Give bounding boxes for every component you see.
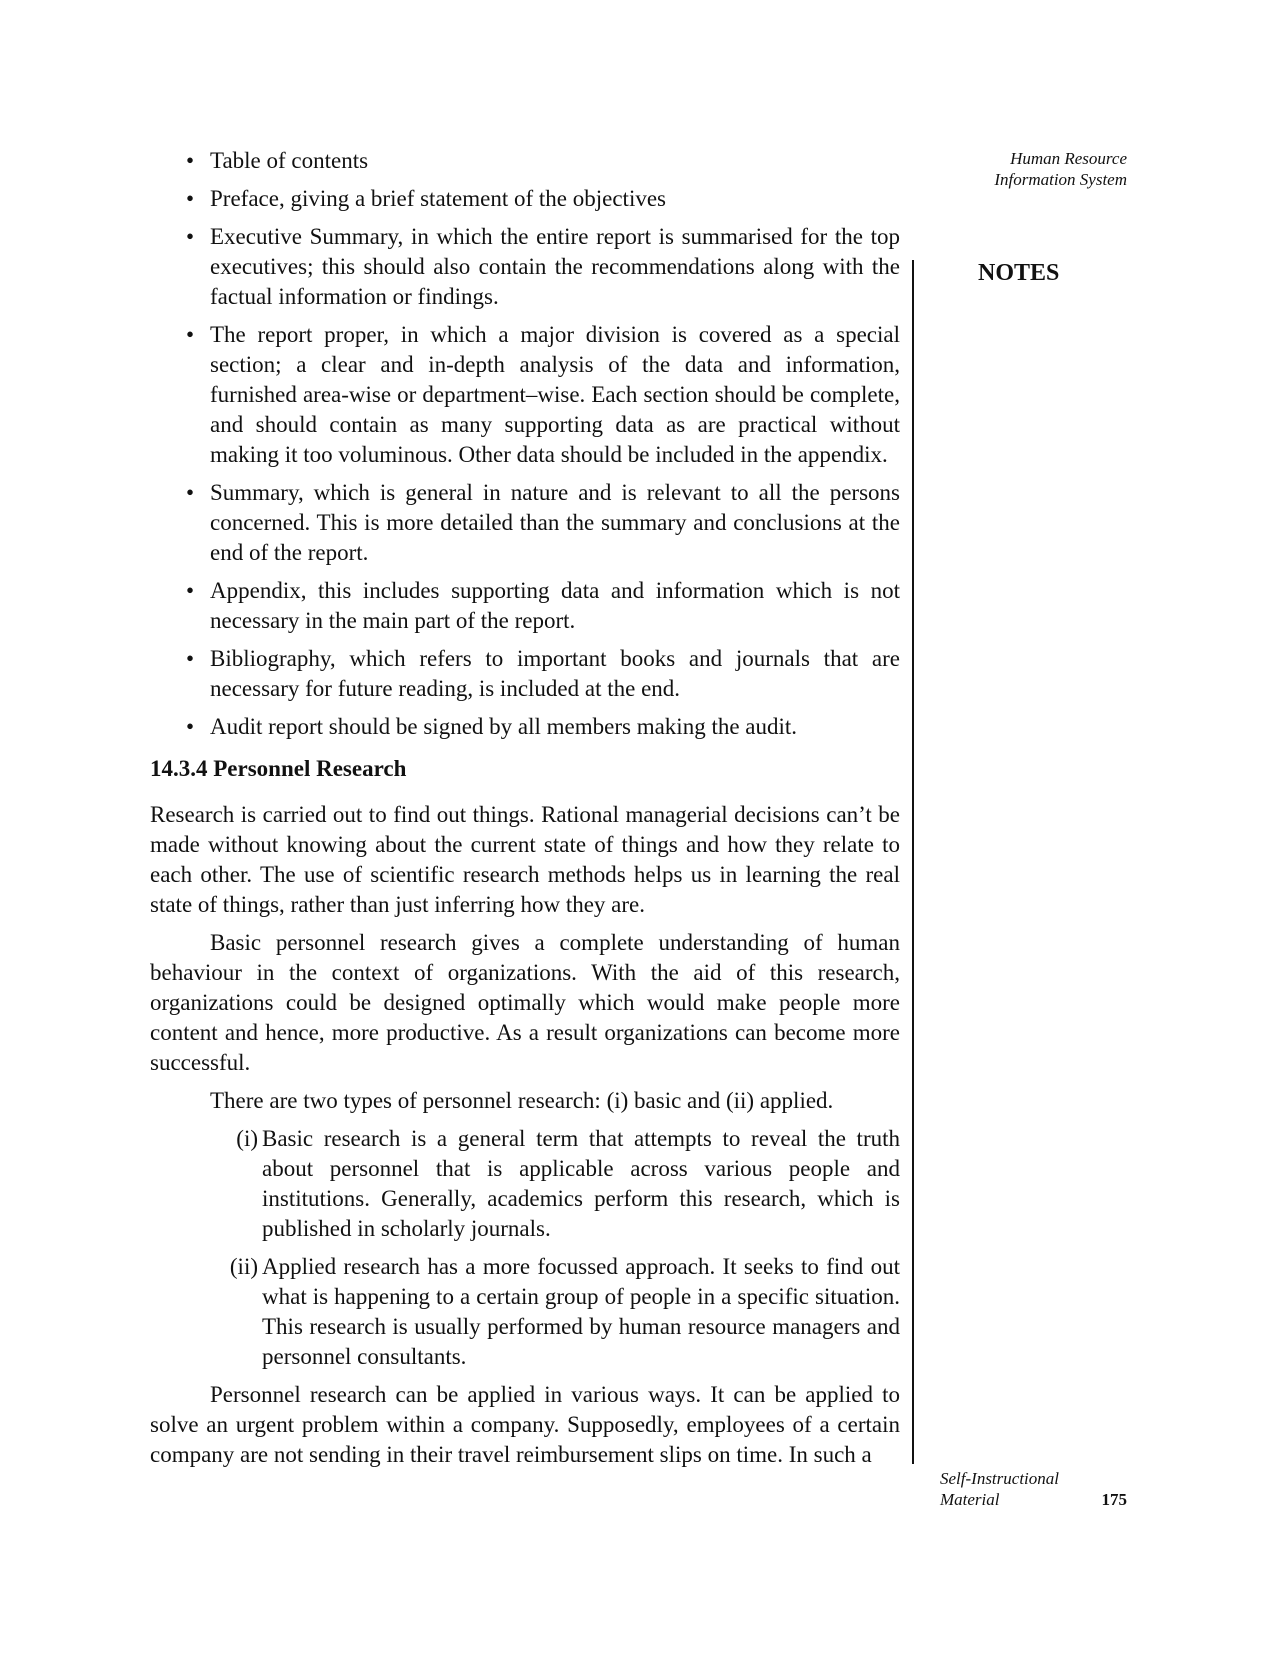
- bullet-icon: •: [186, 578, 195, 603]
- list-item-text: Basic research is a general term that attempts to reveal the truth about personnel that is applicable across various people and institutions. Generally, academics perform this research, which is published in scholarly journals.: [262, 1126, 900, 1241]
- running-header-line2: Information System: [994, 170, 1127, 189]
- notes-label: NOTES: [978, 260, 1060, 286]
- section-heading: 14.3.4 Personnel Research: [150, 756, 407, 781]
- report-contents-list: [150, 146, 900, 742]
- margin-divider-line: [912, 260, 914, 1464]
- paragraph: Research is carried out to find out things. Rational managerial decisions can’t be made without knowing about the current state of things and how they relate to each other. The use of scientific research methods helps us in learning the real state of things, rather than just inferring how they are.: [150, 802, 900, 917]
- running-header-line1: Human Resource: [1010, 149, 1127, 168]
- list-item: [186, 222, 900, 312]
- list-item-text: Applied research has a more focussed approach. It seeks to find out what is happening to a certain group of people in a specific situation. This research is usually performed by human resource managers and personnel consultants.: [262, 1254, 900, 1369]
- list-marker: (ii): [229, 1254, 258, 1279]
- footer-label-line1: Self-Instructional: [940, 1469, 1059, 1488]
- bullet-icon: •: [186, 714, 195, 739]
- page-body: [150, 146, 900, 1478]
- list-item: [186, 576, 900, 636]
- bullet-icon: •: [186, 186, 195, 211]
- footer-label-line2: Material: [940, 1490, 1000, 1509]
- bullet-icon: •: [186, 646, 195, 671]
- bullet-icon: •: [186, 322, 195, 347]
- bullet-icon: •: [186, 148, 195, 173]
- list-item-text: The report proper, in which a major division is covered as a special section; a clear and in-depth analysis of the data and information, furnished area-wise or department–wise. Each section should be complete, and should contain as many supporting data as are practical without making it too voluminous. Other data should be included in the appendix.: [210, 322, 900, 467]
- list-item: [186, 712, 900, 742]
- list-marker: (i): [236, 1126, 258, 1151]
- page-number: 175: [1101, 1490, 1127, 1509]
- list-item: [229, 1252, 900, 1372]
- bullet-icon: •: [186, 224, 195, 249]
- paragraph: Basic personnel research gives a complete understanding of human behaviour in the context of organizations. With the aid of this research, organizations could be designed optimally which would make people more content and hence, more productive. As a result organizations can become more successful.: [150, 930, 900, 1075]
- footer-label: [940, 1468, 1059, 1510]
- list-item-text: Executive Summary, in which the entire report is summarised for the top executives; this should also contain the recommendations along with the factual information or findings.: [210, 224, 900, 309]
- list-item: [186, 644, 900, 704]
- running-header: [994, 148, 1127, 190]
- list-item-text: Audit report should be signed by all members making the audit.: [210, 714, 798, 739]
- bullet-icon: •: [186, 480, 195, 505]
- list-item-text: Summary, which is general in nature and is relevant to all the persons concerned. This is more detailed than the summary and conclusions at the end of the report.: [210, 480, 900, 565]
- paragraph: There are two types of personnel research: (i) basic and (ii) applied.: [210, 1088, 834, 1113]
- list-item: [186, 320, 900, 470]
- list-item-text: Table of contents: [210, 148, 369, 173]
- list-item: [236, 1124, 900, 1244]
- list-item: [186, 146, 900, 176]
- list-item: [186, 478, 900, 568]
- research-types-list: [150, 1124, 900, 1372]
- list-item: [186, 184, 900, 214]
- list-item-text: Bibliography, which refers to important books and journals that are necessary for future reading, is included at the end.: [210, 646, 900, 701]
- list-item-text: Appendix, this includes supporting data and information which is not necessary in the main part of the report.: [210, 578, 900, 633]
- list-item-text: Preface, giving a brief statement of the objectives: [210, 186, 666, 211]
- paragraph: Personnel research can be applied in various ways. It can be applied to solve an urgent problem within a company. Supposedly, employees of a certain company are not sending in their travel reimbursement slips on time. In such a: [150, 1382, 900, 1467]
